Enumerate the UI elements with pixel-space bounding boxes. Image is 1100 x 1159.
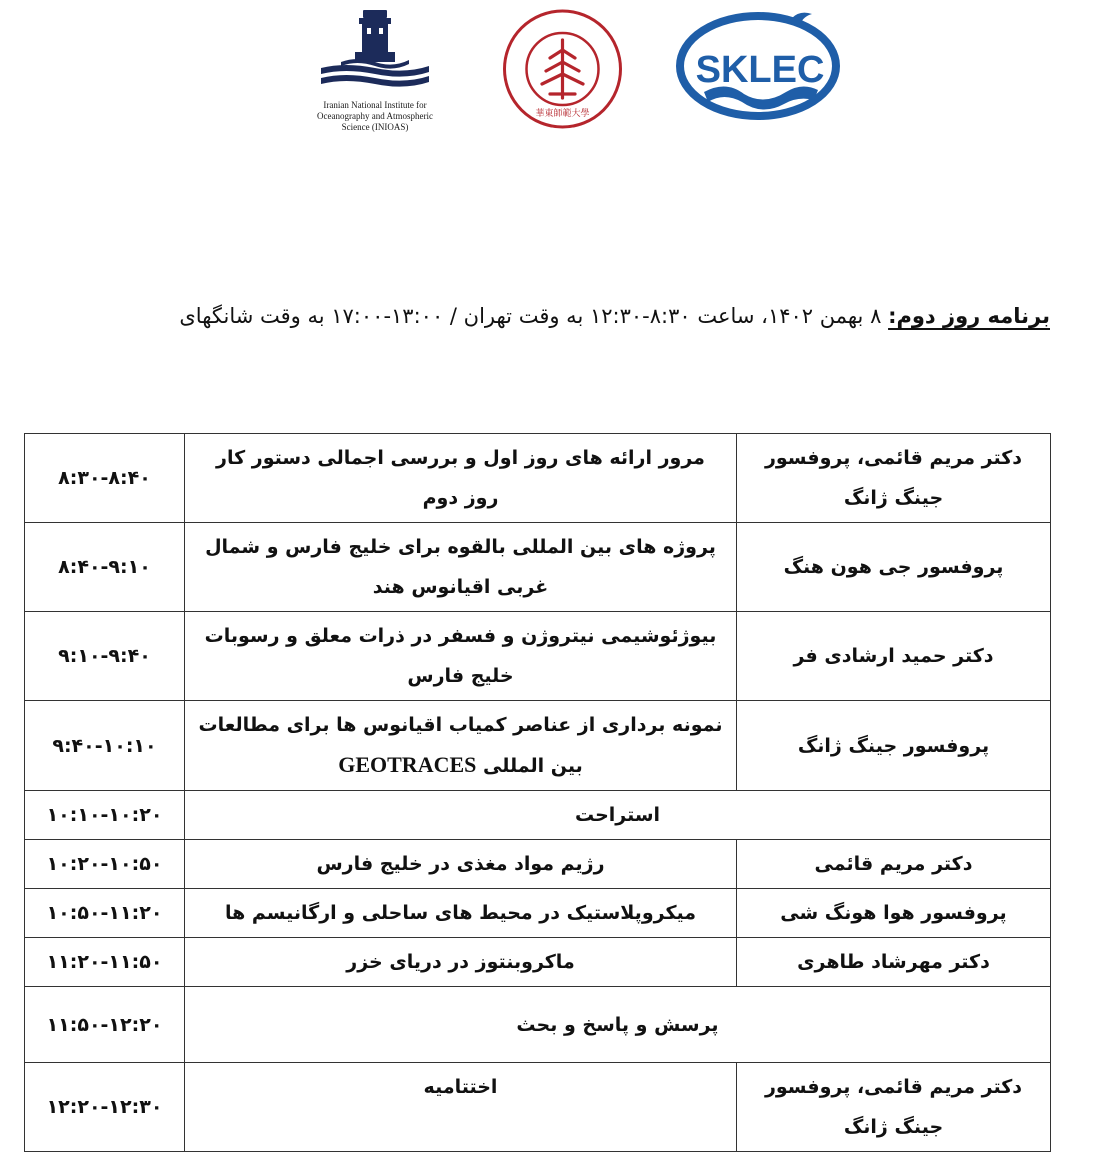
inioas-caption xyxy=(305,100,445,133)
speaker-cell: پروفسور جینگ ژانگ xyxy=(737,701,1051,791)
time-cell: ۱۰:۱۰-۱۰:۲۰ xyxy=(25,791,185,840)
time-cell: ۱۱:۲۰-۱۱:۵۰ xyxy=(25,938,185,987)
table-row xyxy=(25,701,1051,791)
logo-strip xyxy=(0,0,1100,140)
table-row xyxy=(25,987,1051,1063)
wave-ring-icon xyxy=(674,6,846,124)
topic-cell: ماکروبنتوز در دریای خزر xyxy=(185,938,737,987)
table-row xyxy=(25,889,1051,938)
speaker-cell: دکتر مهرشاد طاهری xyxy=(737,938,1051,987)
time-cell: ۸:۳۰-۸:۴۰ xyxy=(25,434,185,523)
break-cell: استراحت xyxy=(185,791,1051,840)
inioas-caption-line: Oceanography and Atmospheric xyxy=(317,111,433,121)
sklec-logo xyxy=(674,6,846,124)
speaker-cell: پروفسور جی هون هنگ xyxy=(737,523,1051,612)
ecnu-ring-text xyxy=(500,8,505,11)
tree-seal-icon xyxy=(500,8,625,130)
inioas-caption-line: Iranian National Institute for xyxy=(323,100,427,110)
speaker-cell: دکتر مریم قائمی، پروفسور جینگ ژانگ xyxy=(737,1063,1051,1152)
table-row xyxy=(25,612,1051,701)
time-cell: ۸:۴۰-۹:۱۰ xyxy=(25,523,185,612)
speaker-cell: دکتر مریم قائمی xyxy=(737,840,1051,889)
table-row xyxy=(25,791,1051,840)
program-title xyxy=(60,296,1050,336)
time-cell: ۹:۴۰-۱۰:۱۰ xyxy=(25,701,185,791)
topic-text: نمونه برداری از عناصر کمیاب اقیانوس ها برای مطالعات بین المللی xyxy=(198,714,723,777)
topic-cell xyxy=(185,701,737,791)
inioas-logo xyxy=(305,6,445,136)
time-cell: ۱۱:۵۰-۱۲:۲۰ xyxy=(25,987,185,1063)
speaker-cell: پروفسور هوا هونگ شی xyxy=(737,889,1051,938)
speaker-cell: دکتر مریم قائمی، پروفسور جینگ ژانگ xyxy=(737,434,1051,523)
time-cell: ۱۰:۵۰-۱۱:۲۰ xyxy=(25,889,185,938)
topic-cell: اختتامیه xyxy=(185,1063,737,1152)
program-details: ۸ بهمن ۱۴۰۲، ساعت ۸:۳۰-۱۲:۳۰ به وقت تهران / ۱۳:۰۰-۱۷:۰۰ به وقت شانگهای xyxy=(179,304,889,328)
topic-latin-text: GEOTRACES xyxy=(338,752,477,777)
time-cell: ۱۲:۲۰-۱۲:۳۰ xyxy=(25,1063,185,1152)
time-cell: ۱۰:۲۰-۱۰:۵۰ xyxy=(25,840,185,889)
discussion-cell: پرسش و پاسخ و بحث xyxy=(185,987,1051,1063)
ecnu-logo xyxy=(500,8,625,130)
svg-text:EAST CHINA NORMAL UNIVERSITY xyxy=(500,8,505,11)
table-row xyxy=(25,840,1051,889)
time-cell: ۹:۱۰-۹:۴۰ xyxy=(25,612,185,701)
topic-cell: رژیم مواد مغذی در خلیج فارس xyxy=(185,840,737,889)
topic-cell: مرور ارائه های روز اول و بررسی اجمالی دستور کار روز دوم xyxy=(185,434,737,523)
speaker-cell: دکتر حمید ارشادی فر xyxy=(737,612,1051,701)
ship-tower-icon xyxy=(305,6,445,98)
program-heading: برنامه روز دوم: xyxy=(888,304,1050,328)
topic-cell: پروژه های بین المللی بالقوه برای خلیج فارس و شمال غربی اقیانوس هند xyxy=(185,523,737,612)
table-row xyxy=(25,523,1051,612)
table-row xyxy=(25,1063,1051,1152)
table-row xyxy=(25,434,1051,523)
schedule-table xyxy=(24,433,1051,1152)
inioas-caption-line: Science (INIOAS) xyxy=(341,122,409,132)
topic-cell: بیوژئوشیمی نیتروژن و فسفر در ذرات معلق و رسوبات خلیج فارس xyxy=(185,612,737,701)
table-row xyxy=(25,938,1051,987)
sklec-logo-text: SKLEC xyxy=(695,49,825,91)
ecnu-chinese-text: 華東師範大學 xyxy=(535,109,590,119)
topic-cell: میکروپلاستیک در محیط های ساحلی و ارگانیسم ها xyxy=(185,889,737,938)
